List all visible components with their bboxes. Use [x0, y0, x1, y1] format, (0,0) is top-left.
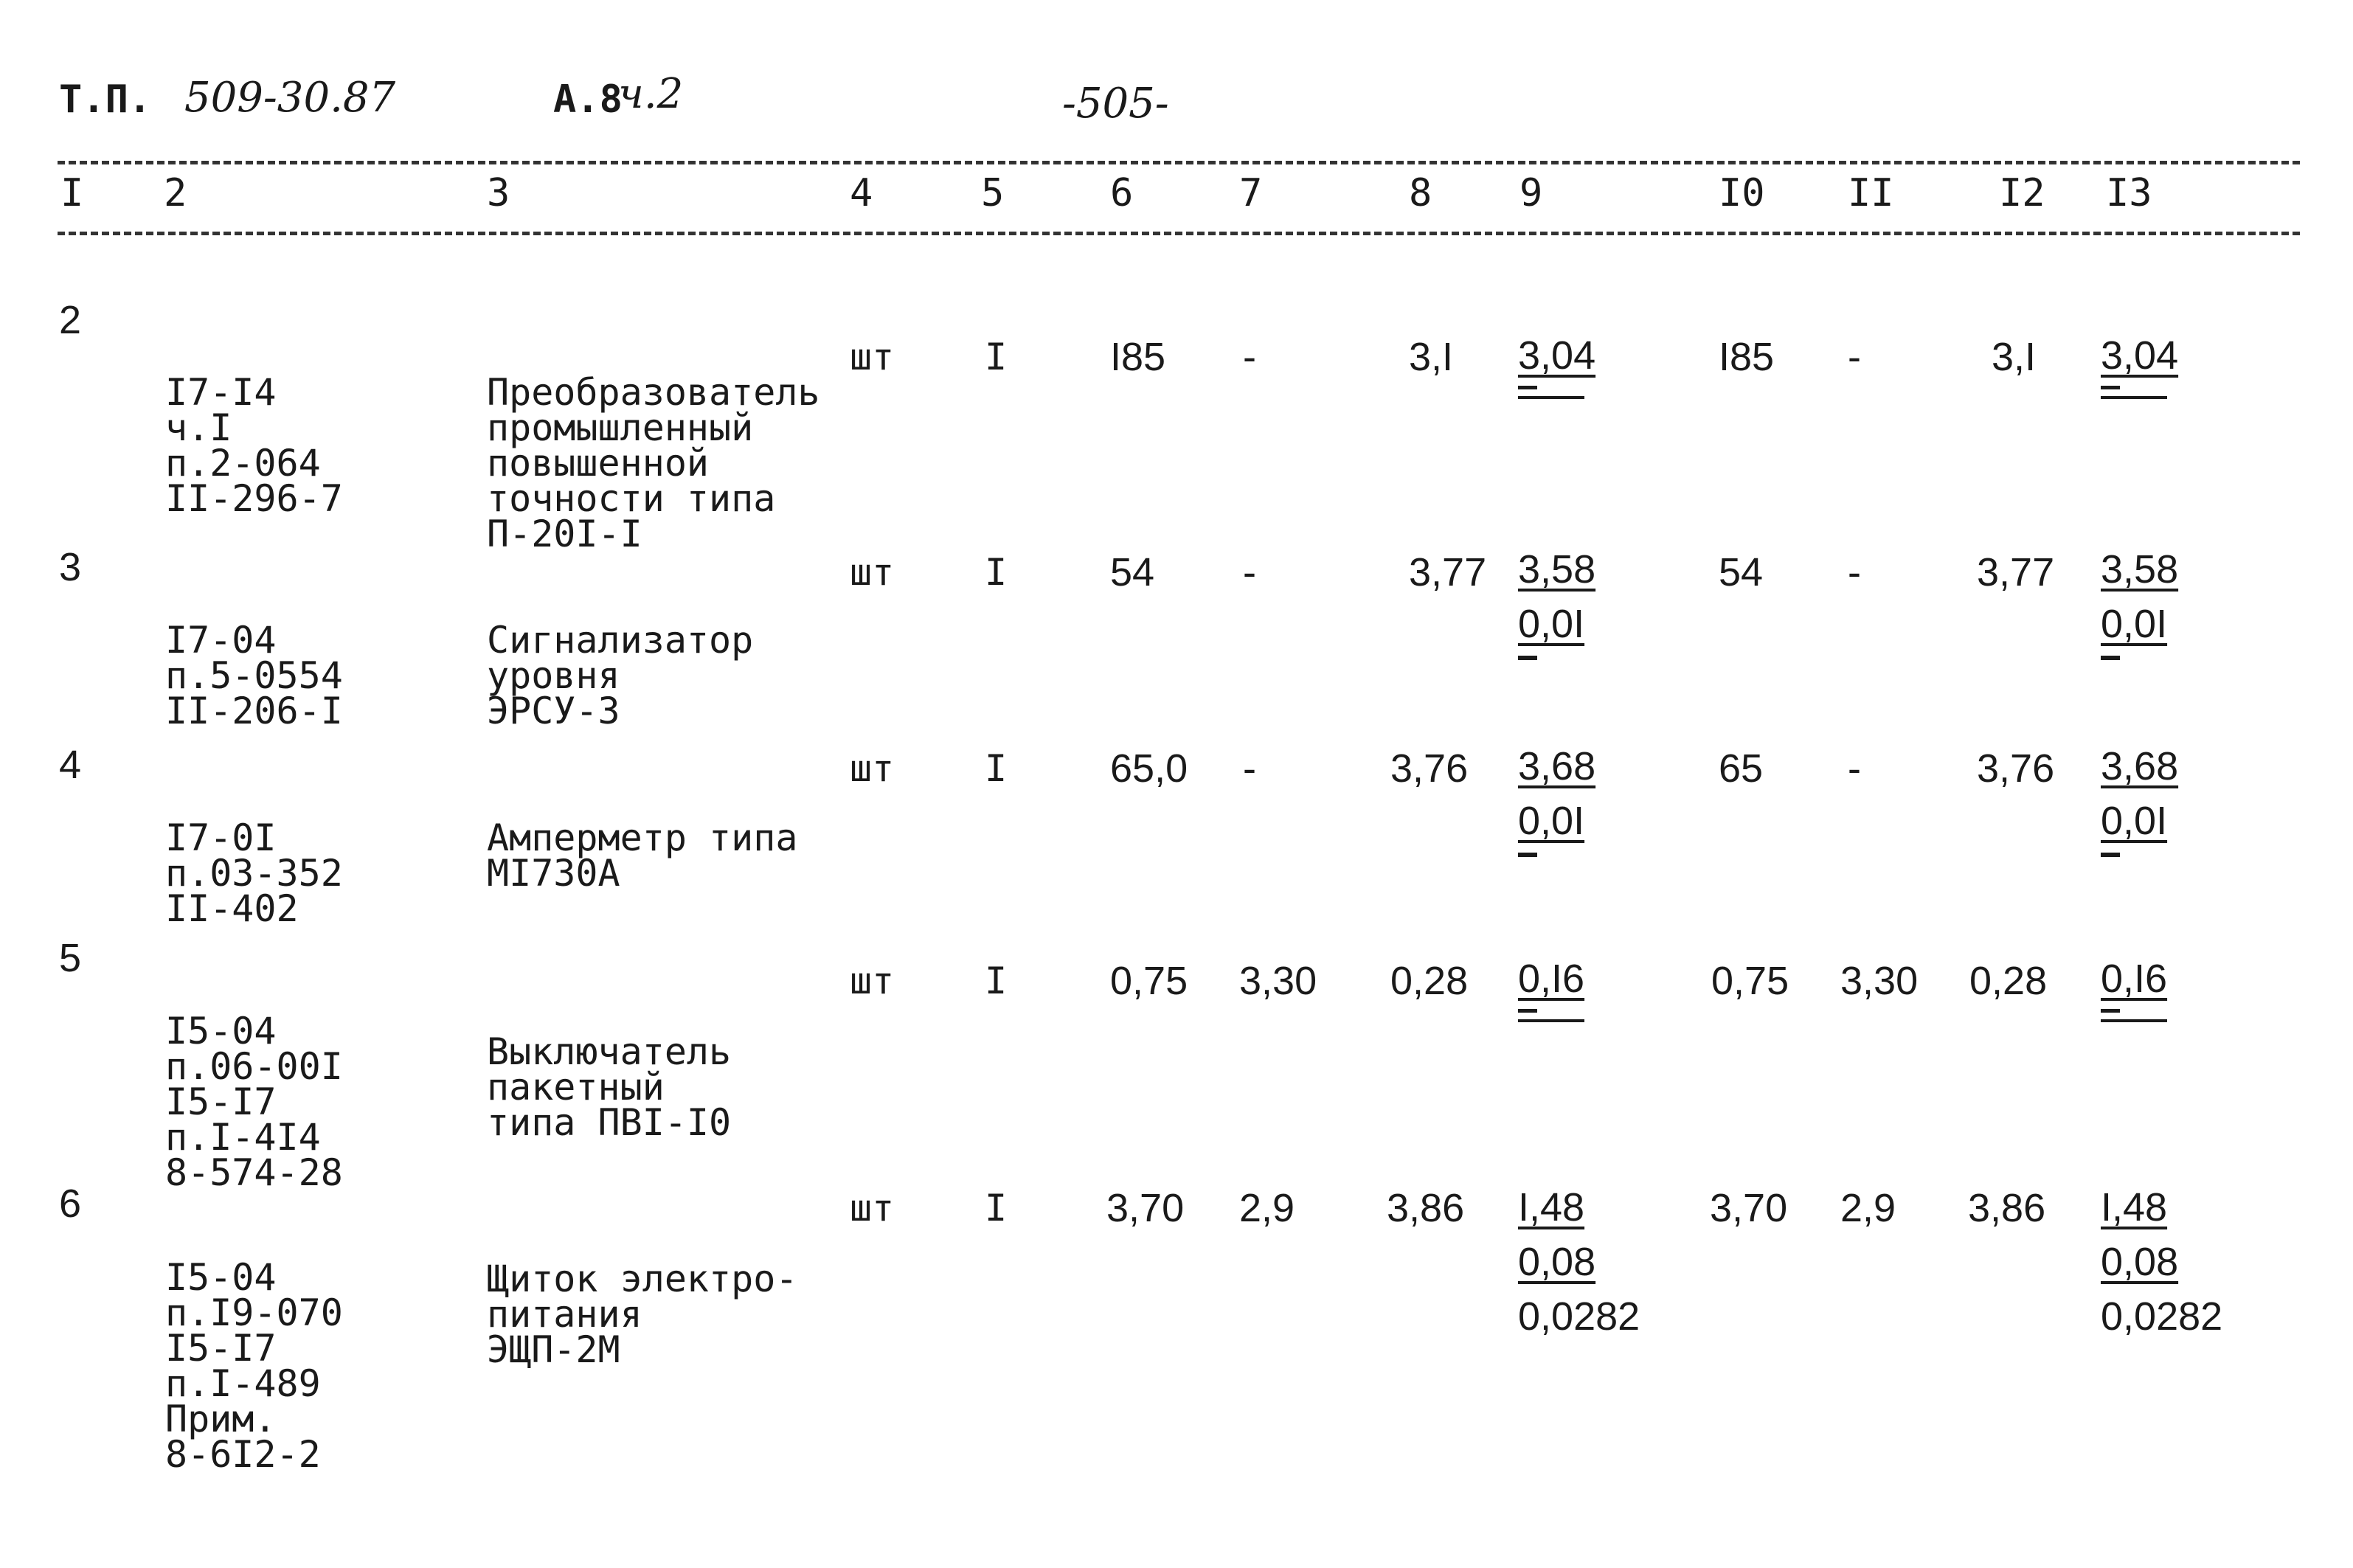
price-code-cell: I7-I4 ч.I п.2-064 II-296-7 — [165, 371, 343, 520]
price-code-cell: I5-04 п.06-00I I5-I7 п.I-4I4 8-574-28 — [165, 1010, 343, 1194]
blank-dash-icon — [2101, 1006, 2130, 1027]
unit-cell: шт — [850, 1187, 895, 1229]
col7-cell: - — [1243, 550, 1256, 594]
col7-cell: - — [1243, 335, 1256, 379]
col-header-10: I0 — [1719, 171, 1765, 215]
price-code-cell: I7-0I п.03-352 II-402 — [165, 816, 343, 930]
col9-fraction: 3,04 — [1518, 328, 1595, 403]
col-header-3: 3 — [487, 171, 510, 215]
col-header-12: I2 — [1999, 171, 2045, 215]
row-number: 6 — [59, 1182, 82, 1226]
col13-fraction: $\frac{3,68}{0,0I}$ — [2101, 739, 2178, 857]
quantity-cell: I — [985, 1187, 1008, 1229]
album-label: А.8 — [553, 77, 623, 122]
col10-cell: I85 — [1719, 335, 1775, 379]
col8-cell: 3,77 — [1409, 550, 1487, 594]
unit-cell: шт — [850, 960, 895, 1002]
col12-cell: 3,77 — [1977, 550, 2055, 594]
col7-cell: 3,30 — [1239, 959, 1317, 1003]
blank-dash-icon — [2101, 656, 2120, 660]
blank-dash-icon — [2101, 383, 2130, 403]
blank-dash-icon — [1518, 383, 1548, 403]
col-header-2: 2 — [164, 171, 187, 215]
blank-dash-icon — [1518, 656, 1537, 660]
item-name-cell: Преобразователь промышленный повышенной точности типа П-20I-I — [487, 371, 820, 555]
col13-fraction: $\frac{3,58}{0,0I}$ — [2101, 542, 2178, 660]
col-header-9: 9 — [1519, 171, 1543, 215]
col7-cell: - — [1243, 746, 1256, 791]
item-name-cell: Выключатель пакетный типа ПВI-I0 — [487, 1030, 732, 1144]
header-rule-top — [58, 161, 2300, 164]
tp-label: Т.П. — [59, 77, 152, 122]
quantity-cell: I — [985, 336, 1008, 378]
header-rule-bottom — [58, 232, 2300, 235]
blank-dash-icon — [1518, 1006, 1548, 1027]
col6-cell: 65,0 — [1110, 746, 1188, 791]
col10-cell: 3,70 — [1710, 1186, 1788, 1230]
col9-fraction: $\frac{3,58}{0,0I}$ — [1518, 542, 1595, 660]
col9-fraction: I,48 0,08 0,0282 — [1518, 1185, 1640, 1339]
col12-cell: 0,28 — [1969, 959, 2048, 1003]
col8-cell: 3,I — [1409, 335, 1454, 379]
col13-fraction: I,48 0,08 0,0282 — [2101, 1185, 2223, 1339]
col9-fraction: $\frac{3,68}{0,0I}$ — [1518, 739, 1595, 857]
tp-number: 509-30.87 — [184, 74, 396, 122]
album-part: ч.2 — [618, 70, 684, 118]
quantity-cell: I — [985, 551, 1008, 594]
col-header-5: 5 — [981, 171, 1005, 215]
col12-cell: 3,86 — [1968, 1186, 2046, 1230]
quantity-cell: I — [985, 960, 1008, 1002]
price-code-cell: I5-04 п.I9-070 I5-I7 п.I-489 Прим. 8-6I2-2 — [165, 1256, 343, 1476]
item-name-cell: Сигнализатор уровня ЭРСУ-3 — [487, 619, 754, 732]
col11-cell: - — [1848, 335, 1861, 379]
col11-cell: - — [1848, 746, 1861, 791]
unit-cell: шт — [850, 747, 895, 790]
blank-dash-icon — [2101, 853, 2120, 857]
col10-cell: 0,75 — [1711, 959, 1789, 1003]
unit-cell: шт — [850, 336, 895, 378]
col13-fraction: 0,I6 — [2101, 951, 2167, 1027]
blank-dash-icon — [1518, 853, 1537, 857]
col8-cell: 3,86 — [1387, 1186, 1465, 1230]
row-number: 5 — [59, 936, 82, 980]
col8-cell: 0,28 — [1390, 959, 1469, 1003]
col11-cell: 2,9 — [1840, 1186, 1896, 1230]
col-header-8: 8 — [1409, 171, 1432, 215]
col12-cell: 3,I — [1992, 335, 2037, 379]
col-header-11: II — [1848, 171, 1894, 215]
col8-cell: 3,76 — [1390, 746, 1469, 791]
col6-cell: 3,70 — [1106, 1186, 1185, 1230]
col11-cell: 3,30 — [1840, 959, 1919, 1003]
col6-cell: 0,75 — [1110, 959, 1188, 1003]
item-name-cell: Амперметр типа МI730А — [487, 816, 798, 895]
col9-fraction: 0,I6 — [1518, 951, 1584, 1027]
price-code-cell: I7-04 п.5-0554 II-206-I — [165, 619, 343, 732]
col13-fraction: 3,04 — [2101, 328, 2178, 403]
col12-cell: 3,76 — [1977, 746, 2055, 791]
col6-cell: I85 — [1110, 335, 1166, 379]
row-number: 3 — [59, 545, 82, 589]
quantity-cell: I — [985, 747, 1008, 790]
col-header-13: I3 — [2106, 171, 2152, 215]
item-name-cell: Щиток электро- питания ЭЩП-2М — [487, 1257, 798, 1371]
page-number: -505- — [1062, 80, 1169, 128]
row-number: 2 — [59, 298, 82, 342]
col11-cell: - — [1848, 550, 1861, 594]
row-number: 4 — [59, 743, 82, 787]
col-header-7: 7 — [1239, 171, 1263, 215]
col10-cell: 54 — [1719, 550, 1764, 594]
unit-cell: шт — [850, 551, 895, 594]
col-header-6: 6 — [1110, 171, 1134, 215]
col-header-1: I — [60, 171, 84, 215]
col10-cell: 65 — [1719, 746, 1764, 791]
col-header-4: 4 — [850, 171, 873, 215]
col6-cell: 54 — [1110, 550, 1155, 594]
col7-cell: 2,9 — [1239, 1186, 1295, 1230]
